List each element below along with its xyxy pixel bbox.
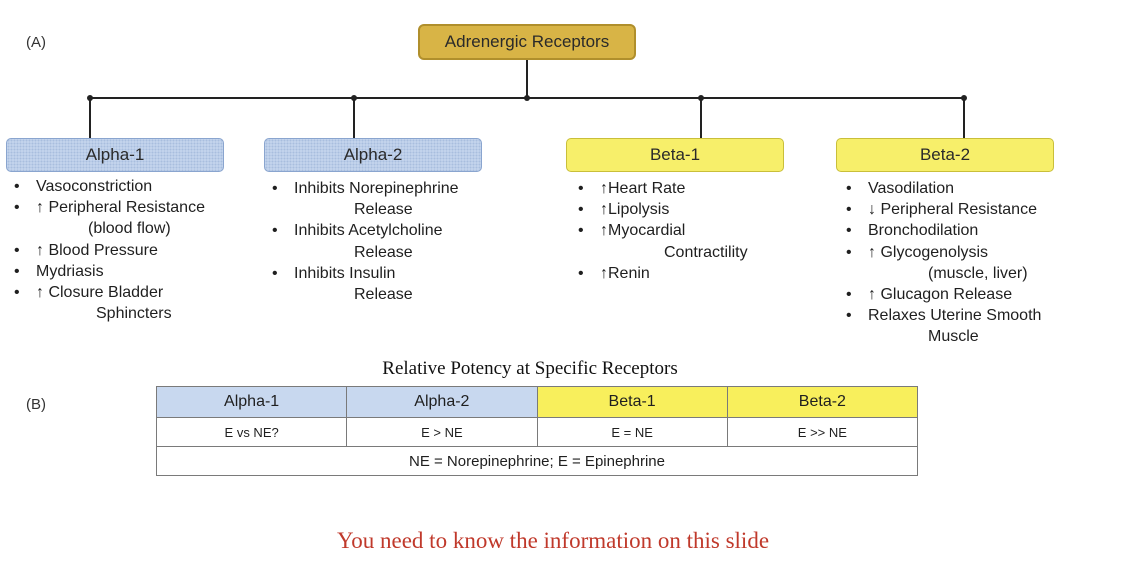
cell-alpha-2: E > NE bbox=[347, 418, 537, 447]
table-footnote: NE = Norepinephrine; E = Epinephrine bbox=[157, 447, 918, 476]
beta-1-effects-list bbox=[572, 178, 748, 284]
col-header-alpha-1: Alpha-1 bbox=[157, 387, 347, 418]
effect-item: • Relaxes Uterine Smooth Muscle bbox=[840, 305, 1041, 347]
table-footnote-row bbox=[157, 447, 918, 476]
alpha-2-effects-list bbox=[266, 178, 459, 305]
effect-item: • Bronchodilation bbox=[840, 220, 1041, 241]
effect-item: • Vasodilation bbox=[840, 178, 1041, 199]
table-header-row bbox=[157, 387, 918, 418]
effect-item: • ↑Renin bbox=[572, 263, 748, 284]
beta-2-effects-list bbox=[840, 178, 1041, 348]
effect-item: • ↑ Peripheral Resistance (blood flow) bbox=[8, 197, 205, 239]
effect-item: • Mydriasis bbox=[8, 261, 205, 282]
table-title: Relative Potency at Specific Receptors bbox=[382, 358, 678, 379]
effect-item: • Vasoconstriction bbox=[8, 176, 205, 197]
potency-table bbox=[156, 386, 918, 476]
cell-beta-1: E = NE bbox=[537, 418, 727, 447]
alpha-2-node: Alpha-2 bbox=[264, 138, 482, 172]
cell-alpha-1: E vs NE? bbox=[157, 418, 347, 447]
alpha-1-effects-list bbox=[8, 176, 205, 324]
effect-item: • ↑ Blood Pressure bbox=[8, 240, 205, 261]
effect-item: • ↓ Peripheral Resistance bbox=[840, 199, 1041, 220]
effect-item: • ↑ Glycogenolysis (muscle, liver) bbox=[840, 242, 1041, 284]
panel-a-label: (A) bbox=[26, 34, 46, 51]
effect-item: • ↑ Closure Bladder Sphincters bbox=[8, 282, 205, 324]
alpha-1-node: Alpha-1 bbox=[6, 138, 224, 172]
table-row bbox=[157, 418, 918, 447]
cell-beta-2: E >> NE bbox=[727, 418, 917, 447]
effect-item: • ↑Lipolysis bbox=[572, 199, 748, 220]
footer-note: You need to know the information on this slide bbox=[336, 528, 770, 553]
tree-connectors bbox=[0, 0, 1136, 150]
beta-1-node: Beta-1 bbox=[566, 138, 784, 172]
effect-item: • Inhibits Norepinephrine Release bbox=[266, 178, 459, 220]
root-node-adrenergic-receptors: Adrenergic Receptors bbox=[418, 24, 636, 60]
effect-item: • Inhibits Acetylcholine Release bbox=[266, 220, 459, 262]
effect-item: • ↑Heart Rate bbox=[572, 178, 748, 199]
panel-b-label: (B) bbox=[26, 396, 46, 413]
effect-item: • ↑Myocardial Contractility bbox=[572, 220, 748, 262]
col-header-beta-2: Beta-2 bbox=[727, 387, 917, 418]
beta-2-node: Beta-2 bbox=[836, 138, 1054, 172]
col-header-beta-1: Beta-1 bbox=[537, 387, 727, 418]
col-header-alpha-2: Alpha-2 bbox=[347, 387, 537, 418]
effect-item: • Inhibits Insulin Release bbox=[266, 263, 459, 305]
effect-item: • ↑ Glucagon Release bbox=[840, 284, 1041, 305]
